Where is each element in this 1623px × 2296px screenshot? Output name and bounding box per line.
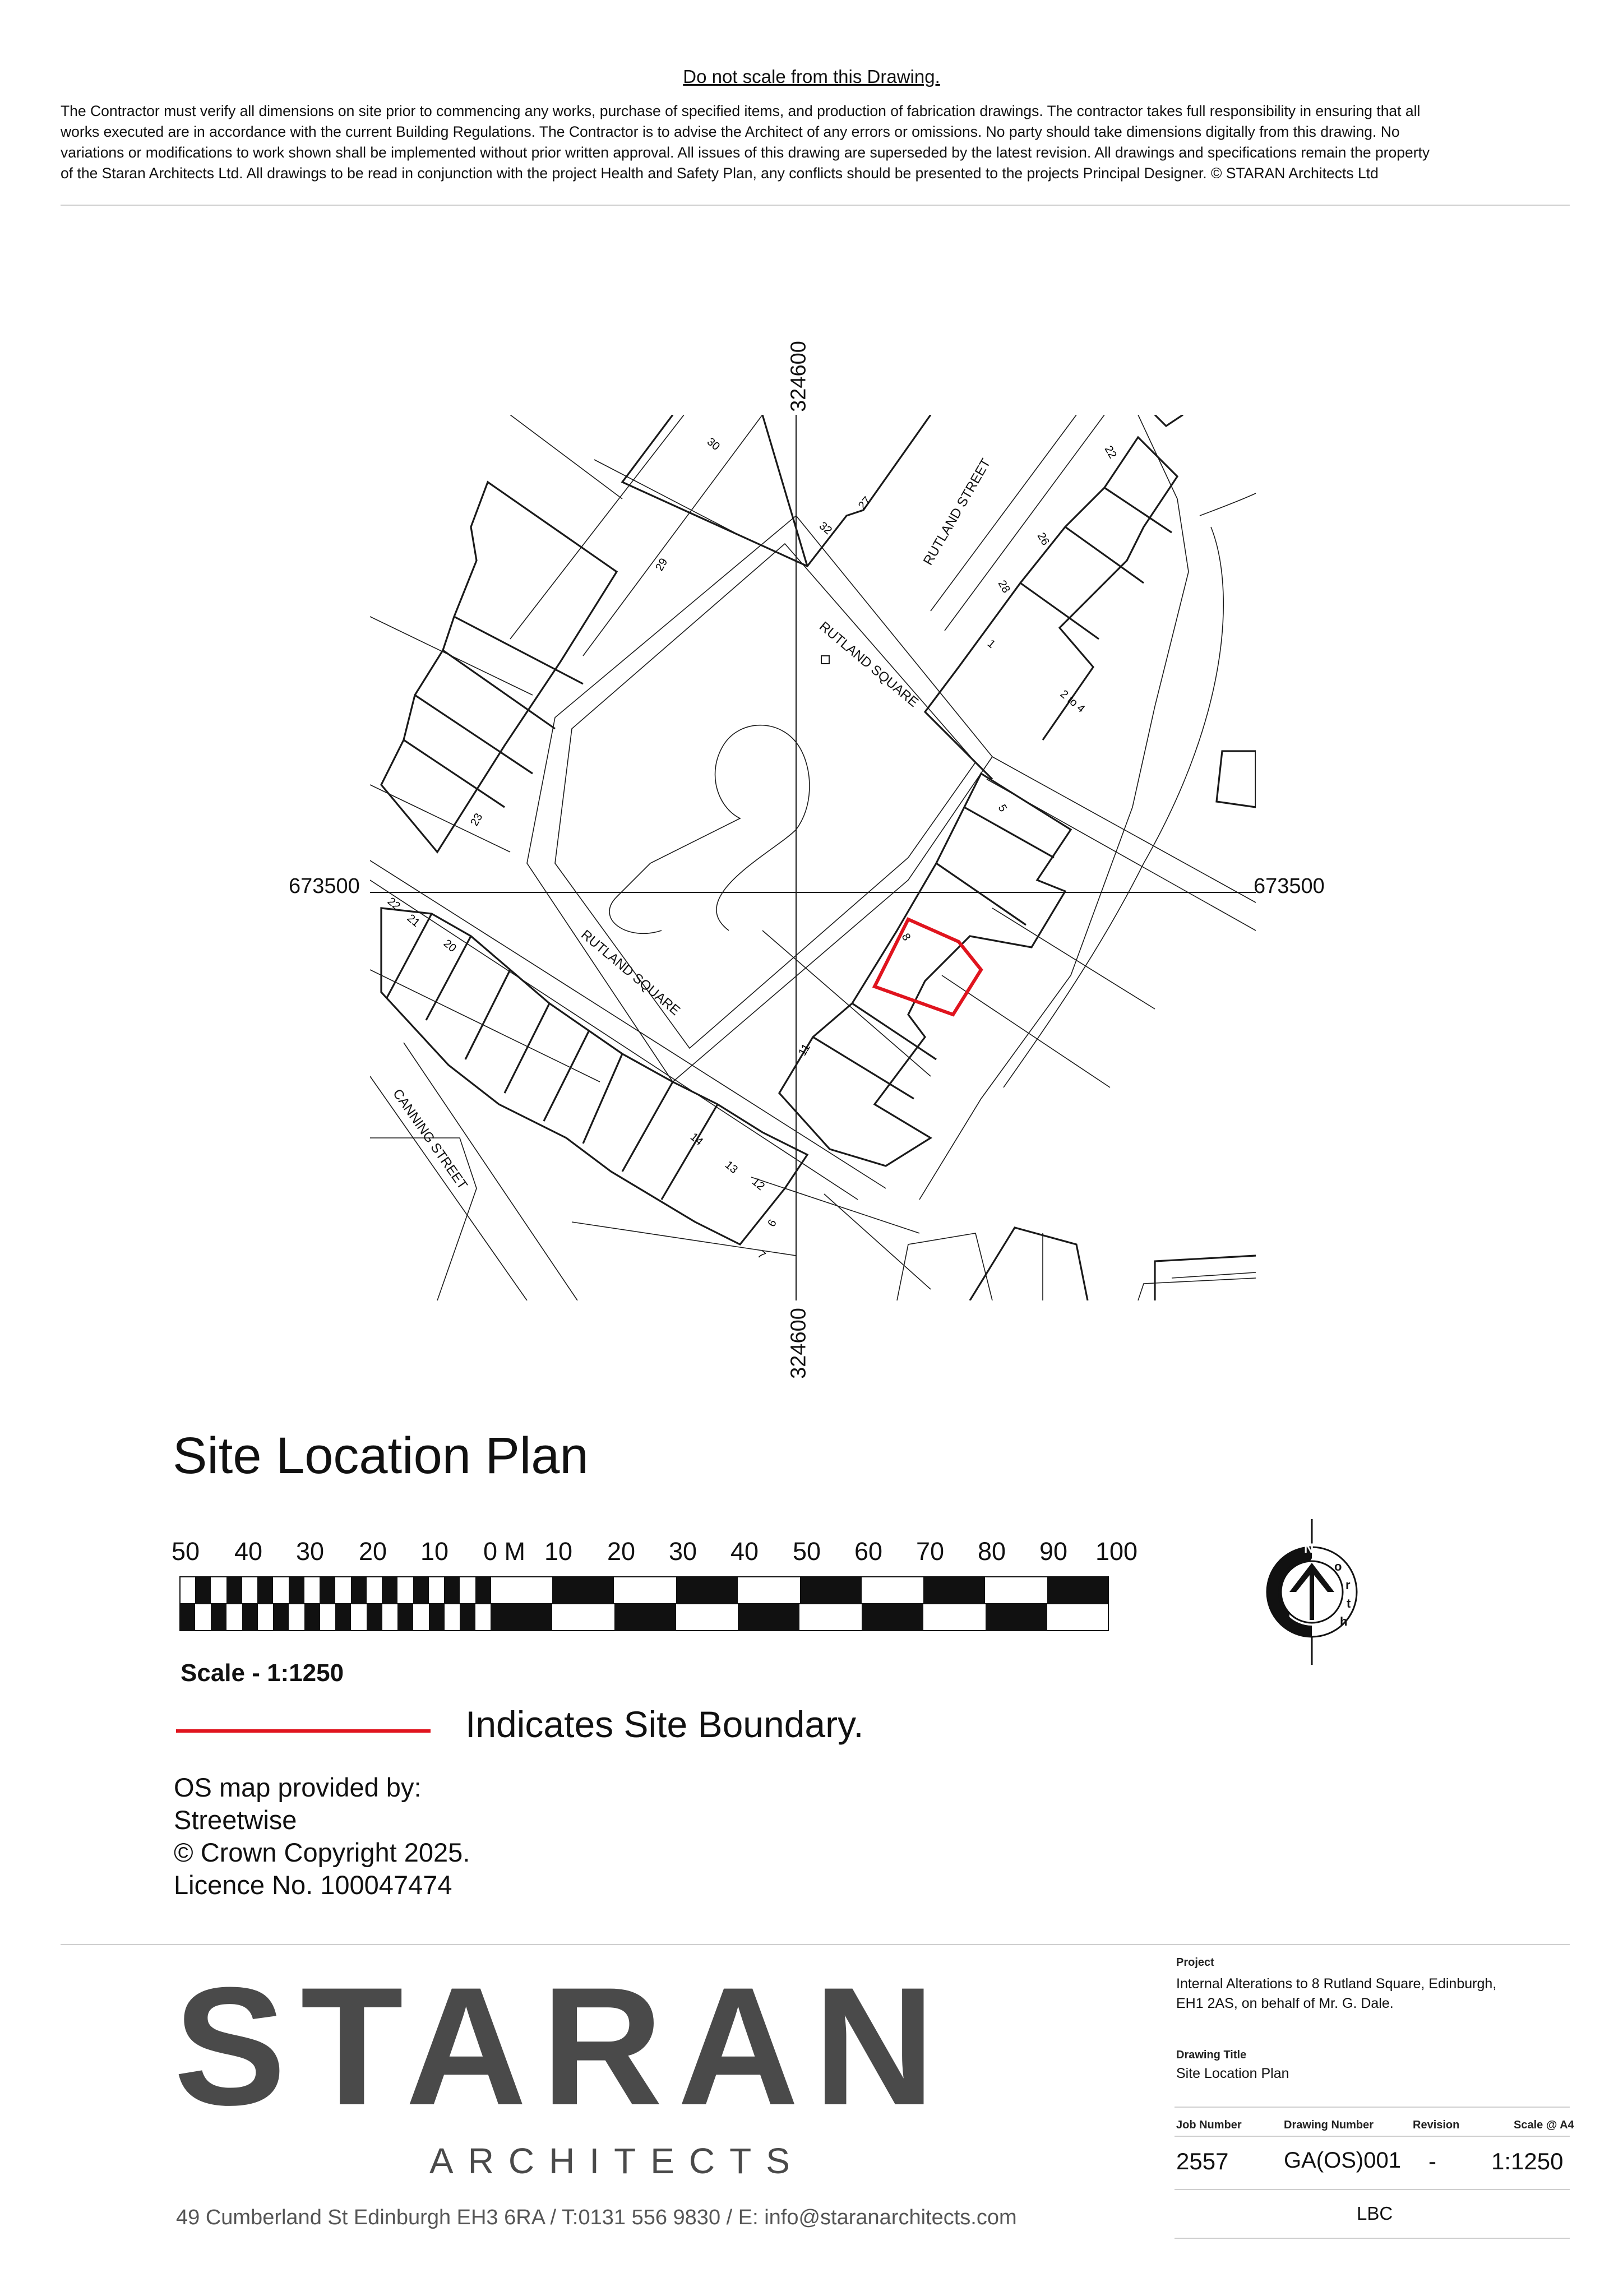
scale-value: 1:1250 bbox=[1491, 2148, 1564, 2174]
os-map-drawing bbox=[370, 415, 1256, 1300]
house-number: 1 bbox=[984, 637, 998, 651]
job-number-label: Job Number bbox=[1176, 2119, 1242, 2131]
os-credit-line: Licence No. 100047474 bbox=[174, 1870, 452, 1900]
disclaimer bbox=[61, 101, 1563, 184]
house-number: 28 bbox=[995, 578, 1012, 595]
scale-text: Scale - 1:1250 bbox=[181, 1659, 344, 1687]
house-number: 11 bbox=[796, 1041, 813, 1058]
title-block-divider bbox=[1175, 2238, 1570, 2239]
house-number: 12 bbox=[749, 1175, 767, 1193]
site-boundary bbox=[875, 919, 981, 1015]
revision-label: Revision bbox=[1413, 2119, 1460, 2131]
house-number: 21 bbox=[404, 911, 422, 930]
north-arrow-icon bbox=[1256, 1519, 1368, 1665]
site-map bbox=[370, 415, 1256, 1300]
scale-tick-label: 20 bbox=[607, 1537, 636, 1566]
title-block-divider bbox=[1175, 2136, 1570, 2137]
project-label: Project bbox=[1176, 1956, 1214, 1969]
north-letter: r bbox=[1345, 1578, 1351, 1592]
house-number: 29 bbox=[653, 556, 671, 573]
house-number: 2 to 4 bbox=[1057, 687, 1088, 715]
house-number: 32 bbox=[816, 519, 834, 538]
scale-tick-label: 90 bbox=[1039, 1537, 1068, 1566]
grid-northing-right: 673500 bbox=[1254, 874, 1325, 898]
thin-map-lines bbox=[370, 415, 1256, 1300]
north-letter: o bbox=[1334, 1559, 1342, 1573]
job-number: 2557 bbox=[1176, 2148, 1229, 2174]
scale-tick-label: 30 bbox=[296, 1537, 325, 1566]
drawing-title-label: Drawing Title bbox=[1176, 2049, 1247, 2061]
north-letter: N bbox=[1304, 1541, 1314, 1556]
building-outlines bbox=[381, 415, 1256, 1300]
square-marker bbox=[821, 656, 829, 664]
scale-bar bbox=[179, 1576, 1110, 1632]
house-number: 14 bbox=[687, 1130, 705, 1149]
site-boundary-legend-text: Indicates Site Boundary. bbox=[465, 1704, 864, 1745]
os-credit bbox=[174, 1771, 470, 1901]
grid-easting-top bbox=[782, 339, 816, 412]
house-number: 22 bbox=[1102, 443, 1119, 461]
os-credit-line: © Crown Copyright 2025. bbox=[174, 1837, 470, 1867]
drawing-number-label: Drawing Number bbox=[1284, 2119, 1374, 2131]
scale-tick-label: 60 bbox=[854, 1537, 883, 1566]
project-description bbox=[1176, 1974, 1496, 2013]
house-number: 26 bbox=[1034, 530, 1052, 548]
grid-northing-left: 673500 bbox=[289, 874, 360, 898]
scale-tick-label: 40 bbox=[234, 1537, 263, 1566]
house-number: 30 bbox=[704, 435, 722, 453]
status-value: LBC bbox=[1357, 2203, 1393, 2224]
street-label: RUTLAND SQUARE bbox=[578, 927, 683, 1019]
house-number: 5 bbox=[995, 802, 1010, 814]
scale-label: Scale @ A4 bbox=[1514, 2119, 1574, 2131]
street-label: RUTLAND SQUARE bbox=[816, 618, 922, 710]
house-number: 20 bbox=[441, 937, 459, 955]
drawing-title-value: Site Location Plan bbox=[1176, 2066, 1289, 2081]
street-label: RUTLAND STREET bbox=[920, 456, 994, 568]
scale-tick-label: 100 bbox=[1095, 1537, 1138, 1566]
grid-easting-top-label: 324600 bbox=[787, 341, 811, 412]
disclaimer-line: variations or modifications to work shown shall be implemented without prior written approval. All issues of this drawing are superseded by the latest revision. All drawings and specifications remain the property bbox=[61, 144, 1430, 161]
company-logo-subtitle: ARCHITECTS bbox=[429, 2141, 804, 2181]
scale-tick-label: 30 bbox=[669, 1537, 697, 1566]
header-divider bbox=[61, 205, 1570, 206]
house-number: 27 bbox=[856, 494, 874, 512]
scale-tick-label: 80 bbox=[978, 1537, 1006, 1566]
title-block-divider bbox=[1175, 2107, 1570, 2108]
scale-tick-label: 10 bbox=[544, 1537, 573, 1566]
company-address: 49 Cumberland St Edinburgh EH3 6RA / T:0131 556 9830 / E: info@staranarchitects.com bbox=[176, 2206, 1017, 2229]
house-number: 7 bbox=[755, 1248, 768, 1262]
scale-tick-label: 50 bbox=[172, 1537, 200, 1566]
north-letter: t bbox=[1347, 1596, 1351, 1610]
disclaimer-line: works executed are in accordance with the current Building Regulations. The Contractor is to advise the Architect of any errors or omissions. No party should take dimensions digitally from this drawing. No bbox=[61, 123, 1400, 140]
scale-bar-labels bbox=[172, 1537, 1293, 1571]
grid-easting-bottom-label: 324600 bbox=[787, 1308, 811, 1379]
scale-tick-label: 20 bbox=[359, 1537, 387, 1566]
do-not-scale-notice: Do not scale from this Drawing. bbox=[683, 66, 940, 87]
house-number: 22 bbox=[385, 895, 403, 913]
street-label: CANNING STREET bbox=[390, 1086, 470, 1193]
north-letter: h bbox=[1340, 1614, 1348, 1628]
os-credit-line: Streetwise bbox=[174, 1805, 297, 1835]
os-credit-line: OS map provided by: bbox=[174, 1772, 422, 1802]
scale-tick-label: 0 M bbox=[483, 1537, 526, 1566]
disclaimer-line: The Contractor must verify all dimensions on site prior to commencing any works, purchase of specified items, and production of fabrication drawings. The contractor takes full responsibility in ensuring that all bbox=[61, 103, 1421, 119]
scale-tick-label: 40 bbox=[730, 1537, 759, 1566]
scale-tick-label: 70 bbox=[916, 1537, 945, 1566]
disclaimer-line: of the Staran Architects Ltd. All drawings to be read in conjunction with the project Health and Safety Plan, any conflicts should be presented to the projects Principal Designer. © STARAN Architects Ltd bbox=[61, 165, 1379, 182]
grid-easting-bottom bbox=[782, 1306, 816, 1379]
project-line: Internal Alterations to 8 Rutland Square, Edinburgh, bbox=[1176, 1976, 1497, 1992]
company-logo: STARAN bbox=[174, 1952, 950, 2140]
garden-path bbox=[609, 725, 810, 934]
title-block-divider bbox=[1175, 2189, 1570, 2190]
house-number: 8 bbox=[899, 931, 913, 943]
project-line: EH1 2AS, on behalf of Mr. G. Dale. bbox=[1176, 1996, 1394, 2011]
drawing-number: GA(OS)001 bbox=[1284, 2148, 1401, 2173]
footer-divider bbox=[61, 1944, 1570, 1945]
house-number: 13 bbox=[722, 1158, 740, 1177]
site-boundary-legend-line bbox=[176, 1729, 431, 1733]
scale-tick-label: 10 bbox=[420, 1537, 449, 1566]
house-number: 23 bbox=[468, 811, 485, 828]
revision: - bbox=[1428, 2148, 1436, 2174]
house-number: 6 bbox=[765, 1217, 779, 1229]
scale-tick-label: 50 bbox=[793, 1537, 821, 1566]
drawing-title: Site Location Plan bbox=[173, 1427, 589, 1484]
